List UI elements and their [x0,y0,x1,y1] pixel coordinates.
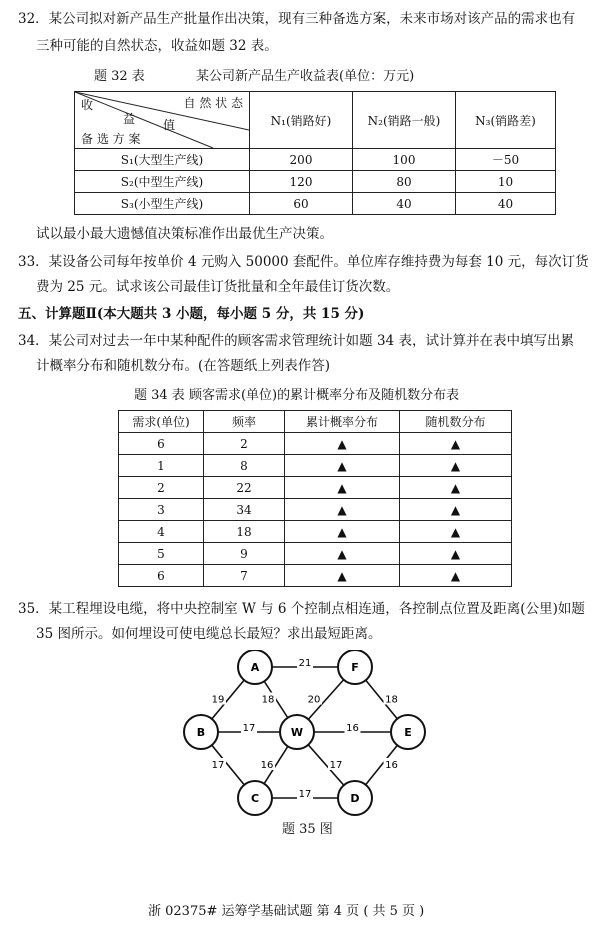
cell-frequency: 18 [204,521,285,543]
edge-weight-label: 20 [307,694,321,706]
header-row [119,411,512,433]
edge-weight-label: 18 [385,694,398,706]
blank-triangle-icon: ▲ [400,455,512,477]
blank-triangle-icon: ▲ [400,521,512,543]
blank-triangle-icon: ▲ [400,477,512,499]
col-header-frequency: 频率 [204,411,285,433]
blank-triangle-icon: ▲ [285,543,400,565]
edge-weight-label: 19 [211,694,225,706]
cell: 10 [456,171,556,193]
diag-label-state: 自 然 状 态 [183,96,243,110]
q34-line1: 34．某公司对过去一年中某种配件的顾客需求管理统计如题 34 表，试计算并在表中填写出累 [18,333,574,349]
q33-line2: 费为 25 元。试求该公司最佳订货批量和全年最佳订货次数。 [36,279,400,295]
table-row [119,499,512,521]
blank-triangle-icon: ▲ [285,433,400,455]
q32-diagonal-header-cell [75,92,250,149]
page-footer: 浙 02375# 运筹学基础试题 第 4 页 ( 共 5 页 ) [148,904,425,919]
cell-frequency: 2 [204,433,285,455]
cell-frequency: 8 [204,455,285,477]
node-label: C [250,792,260,805]
q34-line2: 计概率分布和随机数分布。(在答题纸上列表作答) [36,358,331,374]
cell: 100 [353,149,456,171]
cell-demand: 5 [119,543,204,565]
cell-demand: 6 [119,565,204,587]
table-row [119,477,512,499]
col-header-n3: N₃(销路差) [456,92,556,149]
table-row [119,543,512,565]
figure-caption: 题 35 图 [282,822,333,837]
edge-weight-label: 16 [260,760,274,771]
col-header-n2: N₂(销路一般) [353,92,456,149]
col-header-n1: N₁(销路好) [250,92,353,149]
edge-weight-label: 17 [329,760,343,771]
diag-label-shou: 收 [81,98,94,112]
col-header-random: 随机数分布 [400,411,512,433]
node-label: D [350,792,360,805]
cell-frequency: 34 [204,499,285,521]
edge-weight-label: 17 [242,723,256,734]
cell: －50 [456,149,556,171]
col-header-demand: 需求(单位) [119,411,204,433]
cell: 200 [250,149,353,171]
q34-caption: 题 34 表 顾客需求(单位)的累计概率分布及随机数分布表 [134,388,460,403]
edge-weight-label: 17 [211,760,225,771]
diag-label-zhi: 值 [163,118,176,132]
cell: 60 [250,193,353,215]
table-row [75,149,556,171]
edge-weight-label: 17 [298,789,312,800]
section-heading: 五、计算题Ⅱ(本大题共 3 小题，每小题 5 分，共 15 分) [18,306,365,322]
cell-demand: 6 [119,433,204,455]
cell: 40 [456,193,556,215]
table-row [119,521,512,543]
cell: 40 [353,193,456,215]
blank-triangle-icon: ▲ [400,543,512,565]
q32-caption-number: 题 32 表 [94,69,145,84]
q34-distribution-table [118,410,512,587]
table-row [119,565,512,587]
cell-frequency: 9 [204,543,285,565]
blank-triangle-icon: ▲ [285,477,400,499]
cell-demand: 2 [119,477,204,499]
cable-network-diagram [180,650,440,820]
blank-triangle-icon: ▲ [400,565,512,587]
blank-triangle-icon: ▲ [285,521,400,543]
blank-triangle-icon: ▲ [400,499,512,521]
node-label: B [196,726,206,739]
cell: 120 [250,171,353,193]
node-label: W [290,726,304,739]
edge-weight-label: 18 [261,694,275,706]
node-label: F [351,661,359,674]
edge-weight-label: 16 [346,723,359,734]
edge-weight-label: 21 [298,658,312,669]
cell-demand: 1 [119,455,204,477]
blank-triangle-icon: ▲ [285,565,400,587]
table-row [75,171,556,193]
blank-triangle-icon: ▲ [400,433,512,455]
table-row [119,455,512,477]
diag-label-plan: 备 选 方 案 [81,132,141,146]
q32-line2: 三种可能的自然状态，收益如题 32 表。 [36,38,278,54]
blank-triangle-icon: ▲ [285,455,400,477]
q32-payoff-table [74,91,556,215]
q33-line1: 33．某设备公司每年按单价 4 元购入 50000 套配件。单位库存维持费为每套 10 元，每次订货 [18,254,589,270]
table-row [75,193,556,215]
cell-demand: 3 [119,499,204,521]
cell-frequency: 22 [204,477,285,499]
q35-line2: 35 图所示。如何埋设可使电缆总长最短？求出最短距离。 [36,626,382,642]
q32-header-row [75,92,556,149]
q35-line1: 35．某工程埋设电缆，将中央控制室 W 与 6 个控制点相连通，各控制点位置及距离(公里)如题 [18,601,585,617]
blank-triangle-icon: ▲ [285,499,400,521]
node-label: A [250,661,260,674]
q32-caption-title: 某公司新产品生产收益表(单位：万元) [196,69,415,84]
cell: 80 [353,171,456,193]
cell-frequency: 7 [204,565,285,587]
row-label: S₃(小型生产线) [75,193,250,215]
table-row [119,433,512,455]
col-header-cumulative: 累计概率分布 [285,411,400,433]
q32-line1: 32．某公司拟对新产品生产批量作出决策，现有三种备选方案，未来市场对该产品的需求也有 [18,11,576,27]
row-label: S₁(大型生产线) [75,149,250,171]
diag-label-yi: 益 [123,112,136,126]
node-label: E [404,726,412,739]
q32-question: 试以最小最大遗憾值决策标准作出最优生产决策。 [36,226,333,242]
edge-weight-label: 16 [385,760,398,771]
row-label: S₂(中型生产线) [75,171,250,193]
cell-demand: 4 [119,521,204,543]
